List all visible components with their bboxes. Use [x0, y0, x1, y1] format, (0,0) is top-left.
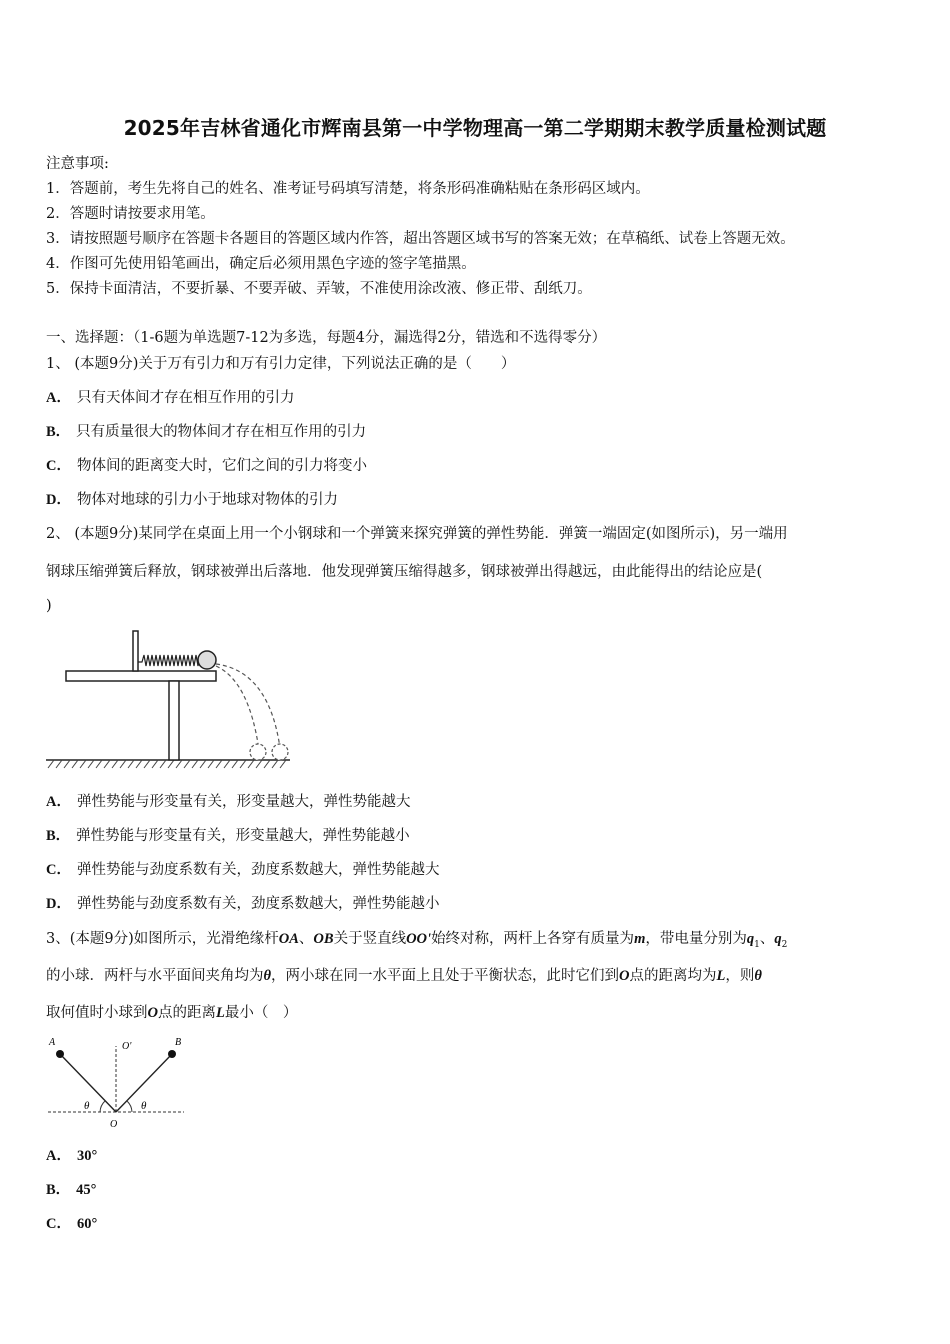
label-o: O [110, 1119, 118, 1130]
q2-option-b: B． 弹性势能与形变量有关，形变量越大，弹性势能越小 [46, 828, 410, 844]
question-2-line1: 2、 (本题9分)某同学在桌面上用一个小钢球和一个弹簧来探究弹簧的弹性势能．弹簧一端固定(如图所示)，另一端用 [46, 526, 788, 542]
question-3-line1: 3、(本题9分)如图所示，光滑绝缘杆OA、OB关于竖直线OO'始终对称，两杆上各穿有质量为m，带电量分别为$q_1$、$q_2$ [46, 931, 788, 950]
notice-item: 2．答题时请按要求用笔。 [46, 206, 215, 222]
notice-item: 3．请按照题号顺序在答题卡各题目的答题区域内作答，超出答题区域书写的答案无效；在草稿纸、试卷上答题无效。 [46, 231, 795, 247]
q3-option-b: B． 45° [46, 1182, 97, 1198]
question-3-line2: 的小球．两杆与水平面间夹角均为θ，两小球在同一水平面上且处于平衡状态，此时它们到O点的距离均为L，则θ [46, 968, 762, 984]
question-2-line3: ) [46, 598, 52, 614]
notice-item: 4．作图可先使用铅笔画出，确定后必须用黑色字迹的签字笔描黑。 [46, 256, 476, 272]
q2-option-c: C． 弹性势能与劲度系数有关，劲度系数越大，弹性势能越大 [46, 862, 440, 878]
section-heading: 一、选择题：（1-6题为单选题7-12为多选，每题4分，漏选得2分，错选和不选得零分） [46, 330, 607, 346]
question-1-stem: 1、 (本题9分)关于万有引力和万有引力定律，下列说法正确的是（ ） [46, 356, 516, 372]
label-a: A [49, 1037, 56, 1048]
question-2-line2: 钢球压缩弹簧后释放，钢球被弹出后落地．他发现弹簧压缩得越多，钢球被弹出得越远，由此能得出的结论应是( [46, 564, 763, 580]
label-b: B [175, 1037, 182, 1048]
q1-option-c: C． 物体间的距离变大时，它们之间的引力将变小 [46, 458, 367, 474]
q3-option-c: C． 60° [46, 1216, 98, 1232]
question-3-line3: 取何值时小球到O点的距离L最小（ ） [46, 1005, 298, 1021]
q2-option-a: A． 弹性势能与形变量有关，形变量越大，弹性势能越大 [46, 794, 411, 810]
notice-heading: 注意事项: [46, 156, 109, 172]
q2-option-d: D． 弹性势能与劲度系数有关，劲度系数越大，弹性势能越小 [46, 896, 440, 912]
q3-option-a: A． 30° [46, 1148, 98, 1164]
q1-option-d: D． 物体对地球的引力小于地球对物体的引力 [46, 492, 338, 508]
spring-table-figure [44, 626, 294, 776]
page-title: 2025年吉林省通化市辉南县第一中学物理高一第二学期期末教学质量检测试题 [123, 116, 827, 140]
notice-item: 5．保持卡面清洁，不要折暴、不要弄破、弄皱，不准使用涂改液、修正带、刮纸刀。 [46, 281, 592, 297]
q1-option-a: A． 只有天体间才存在相互作用的引力 [46, 390, 295, 406]
notice-item: 1．答题前，考生先将自己的姓名、准考证号码填写清楚，将条形码准确粘贴在条形码区域内。 [46, 181, 650, 197]
label-theta-right: θ [141, 1100, 147, 1112]
label-theta-left: θ [84, 1100, 90, 1112]
q1-option-b: B． 只有质量很大的物体间才存在相互作用的引力 [46, 424, 367, 440]
label-o-prime: O' [122, 1041, 132, 1052]
rods-figure [44, 1032, 194, 1132]
